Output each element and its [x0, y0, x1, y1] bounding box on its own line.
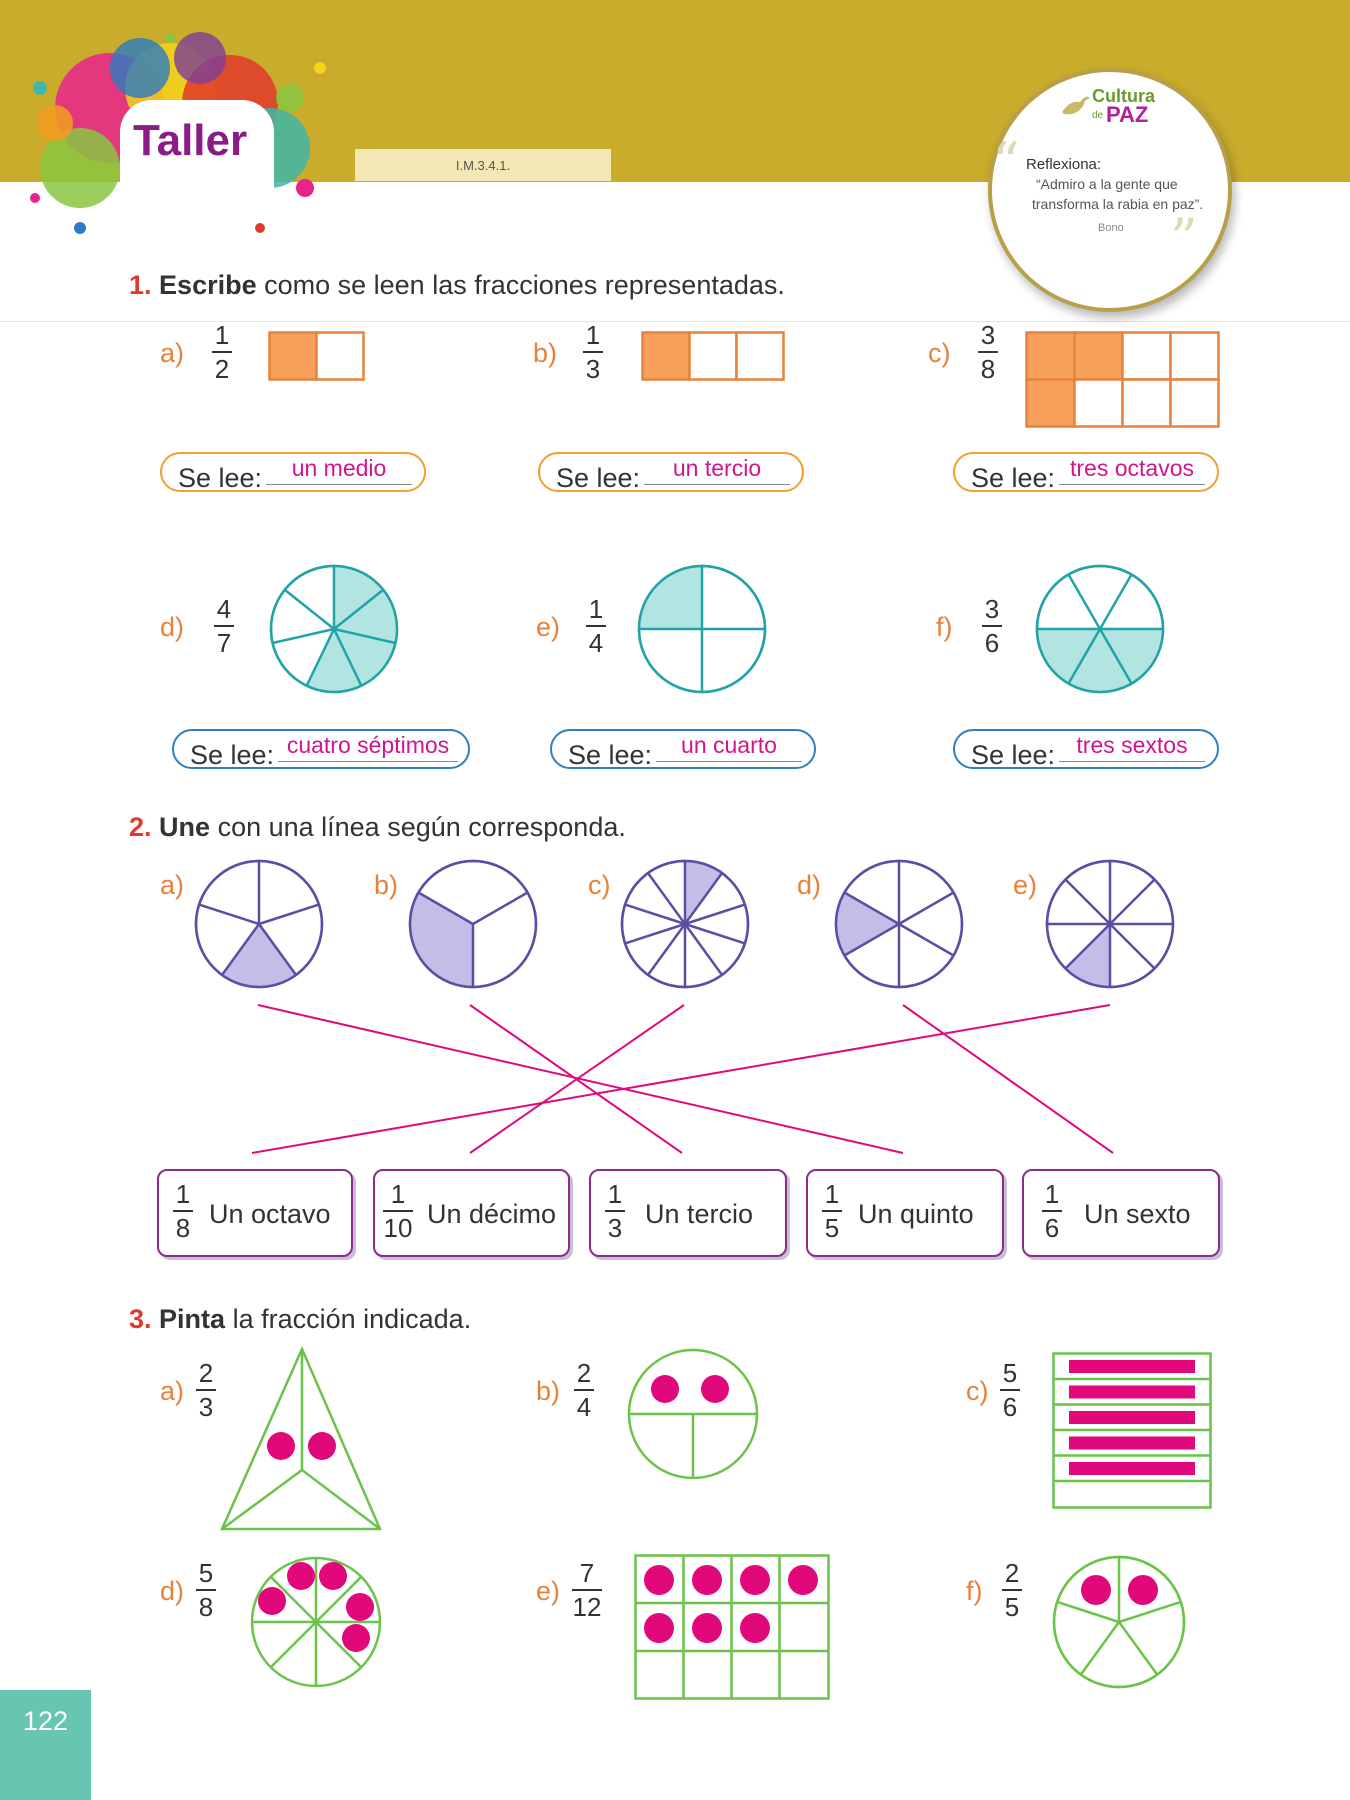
q2-text: con una línea según corresponda.	[210, 812, 626, 842]
q3a-triangle[interactable]	[218, 1345, 384, 1535]
denominator: 12	[572, 1592, 602, 1622]
paint-bar	[1069, 1462, 1195, 1475]
match-box-quinto[interactable]	[806, 1169, 1004, 1257]
denominator: 3	[585, 354, 601, 384]
denominator: 3	[198, 1392, 214, 1422]
q1-number: 1.	[129, 270, 152, 300]
q1f-answer[interactable]: tres sextos	[1059, 732, 1205, 762]
paint-dot	[287, 1562, 315, 1590]
q3e-grid[interactable]	[634, 1554, 830, 1700]
answer-lead: Se lee:	[971, 740, 1056, 770]
q1e-letter: e)	[536, 612, 561, 642]
denominator: 6	[984, 628, 1000, 658]
paint-dot	[319, 1562, 347, 1590]
denominator: 2	[214, 354, 230, 384]
denominator: 8	[980, 354, 996, 384]
q3-number: 3.	[129, 1304, 152, 1334]
denominator: 6	[1002, 1392, 1018, 1422]
box-word: Un sexto	[1084, 1199, 1191, 1229]
box-fraction	[383, 1181, 413, 1241]
q1a-answer[interactable]: un medio	[266, 455, 412, 485]
badge-quote-line1: “Admiro a la gente que	[1036, 176, 1178, 192]
denominator: 7	[216, 628, 232, 658]
paint-dot	[701, 1375, 729, 1403]
q1b-letter: b)	[533, 338, 558, 368]
denominator: 8	[198, 1592, 214, 1622]
box-word: Un quinto	[858, 1199, 974, 1229]
q3a-fraction	[196, 1360, 216, 1420]
match-line-a	[258, 1005, 903, 1153]
q3b-letter: b)	[536, 1376, 561, 1406]
box-word: Un octavo	[209, 1199, 331, 1229]
paint-dot	[692, 1565, 722, 1595]
q3a-letter: a)	[160, 1376, 185, 1406]
numerator: 4	[216, 594, 232, 624]
paint-bar	[1069, 1360, 1195, 1373]
paint-dot	[644, 1613, 674, 1643]
q1d-answer[interactable]: cuatro séptimos	[278, 732, 458, 762]
paint-dot	[258, 1587, 286, 1615]
denominator: 4	[588, 628, 604, 658]
badge-brand-top: Cultura	[1092, 86, 1155, 106]
paint-dot	[1128, 1575, 1158, 1605]
numerator: 2	[198, 1358, 214, 1388]
q3d-letter: d)	[160, 1576, 185, 1606]
box-fraction	[173, 1181, 193, 1241]
q2a-letter: a)	[160, 870, 185, 900]
page-title: Taller	[133, 116, 248, 165]
numerator: 1	[175, 1179, 191, 1209]
q1f-letter: f)	[936, 612, 953, 642]
paint-dot	[651, 1375, 679, 1403]
box-word: Un tercio	[645, 1199, 754, 1229]
numerator: 1	[824, 1179, 840, 1209]
numerator: 1	[390, 1179, 406, 1209]
numerator: 5	[198, 1558, 214, 1588]
q2-verb: Une	[159, 812, 211, 842]
box-fraction	[605, 1181, 625, 1241]
match-box-sexto[interactable]	[1022, 1169, 1220, 1257]
q3d-circle[interactable]	[248, 1554, 384, 1690]
answer-lead: Se lee:	[556, 463, 641, 493]
match-line-d	[903, 1005, 1113, 1153]
paint-dot	[308, 1432, 336, 1460]
paint-bar	[1069, 1386, 1195, 1399]
answer-lead: Se lee:	[178, 463, 263, 493]
q3f-dots	[1051, 1554, 1187, 1690]
close-quote-icon: ”	[1170, 207, 1198, 270]
paint-dot	[1081, 1575, 1111, 1605]
denominator: 5	[1004, 1592, 1020, 1622]
q1d-letter: d)	[160, 612, 185, 642]
match-box-tercio[interactable]	[589, 1169, 787, 1257]
paint-bar	[1069, 1411, 1195, 1424]
answer-lead: Se lee:	[971, 463, 1056, 493]
badge-heading: Reflexiona:	[1026, 156, 1102, 173]
q1c-answer[interactable]: tres octavos	[1059, 455, 1205, 485]
badge-brand-bottom: PAZ	[1106, 102, 1149, 127]
q2e-letter: e)	[1013, 870, 1038, 900]
numerator: 1	[1044, 1179, 1060, 1209]
q1e-answer[interactable]: un cuarto	[656, 732, 802, 762]
q3c-letter: c)	[966, 1376, 989, 1406]
paint-dot	[267, 1432, 295, 1460]
paint-dot	[692, 1613, 722, 1643]
denominator: 6	[1044, 1213, 1060, 1243]
q2c-letter: c)	[588, 870, 611, 900]
q3-title	[129, 1304, 471, 1335]
q3b-fraction	[574, 1360, 594, 1420]
numerator: 3	[984, 594, 1000, 624]
denominator: 3	[607, 1213, 623, 1243]
numerator: 3	[980, 320, 996, 350]
paint-dot	[740, 1565, 770, 1595]
numerator: 1	[607, 1179, 623, 1209]
numerator: 1	[585, 320, 601, 350]
paint-dot	[346, 1593, 374, 1621]
paint-dot	[342, 1624, 370, 1652]
q2-number: 2.	[129, 812, 152, 842]
q3e-letter: e)	[536, 1576, 561, 1606]
denominator: 8	[175, 1213, 191, 1243]
answer-lead: Se lee:	[190, 740, 275, 770]
q3-verb: Pinta	[159, 1304, 226, 1334]
q3-text: la fracción indicada.	[225, 1304, 472, 1334]
badge-quote-line2: transforma la rabia en paz”.	[1032, 196, 1204, 212]
badge-author: Bono	[1098, 222, 1124, 234]
q3f-fraction	[1002, 1560, 1022, 1620]
box-fraction	[822, 1181, 842, 1241]
q1b-answer[interactable]: un tercio	[644, 455, 790, 485]
badge-brand-de: de	[1092, 110, 1104, 121]
match-line-e	[252, 1005, 1110, 1153]
q3e-fraction	[572, 1560, 602, 1620]
q3d-fraction	[196, 1560, 216, 1620]
open-quote-icon: “	[992, 131, 1020, 194]
paint-dot	[644, 1565, 674, 1595]
q3f-letter: f)	[966, 1576, 983, 1606]
q2b-letter: b)	[374, 870, 399, 900]
box-fraction	[1042, 1181, 1062, 1241]
numerator: 1	[588, 594, 604, 624]
numerator: 5	[1002, 1358, 1018, 1388]
page-number: 122	[22, 1706, 69, 1736]
match-box-octavo[interactable]	[157, 1169, 353, 1257]
q1-text: como se leen las fracciones representadas.	[256, 270, 785, 300]
q1c-letter: c)	[928, 338, 951, 368]
denominator: 4	[576, 1392, 592, 1422]
numerator: 7	[579, 1558, 595, 1588]
q3c-bar-model[interactable]	[1052, 1352, 1212, 1510]
q3c-fraction	[1000, 1360, 1020, 1420]
denominator: 10	[383, 1213, 413, 1243]
box-word: Un décimo	[427, 1199, 557, 1229]
q3b-circle[interactable]	[625, 1346, 761, 1482]
q1a-letter: a)	[160, 338, 185, 368]
answer-lead: Se lee:	[568, 740, 653, 770]
numerator: 2	[576, 1358, 592, 1388]
numerator: 2	[1004, 1558, 1020, 1588]
numerator: 1	[214, 320, 230, 350]
match-box-decimo[interactable]	[373, 1169, 570, 1257]
q2d-letter: d)	[797, 870, 822, 900]
denominator: 5	[824, 1213, 840, 1243]
q1-verb: Escribe	[159, 270, 257, 300]
paint-dot	[788, 1565, 818, 1595]
paint-bar	[1069, 1437, 1195, 1450]
paint-dot	[740, 1613, 770, 1643]
indicator-code: I.M.3.4.1.	[455, 158, 511, 173]
